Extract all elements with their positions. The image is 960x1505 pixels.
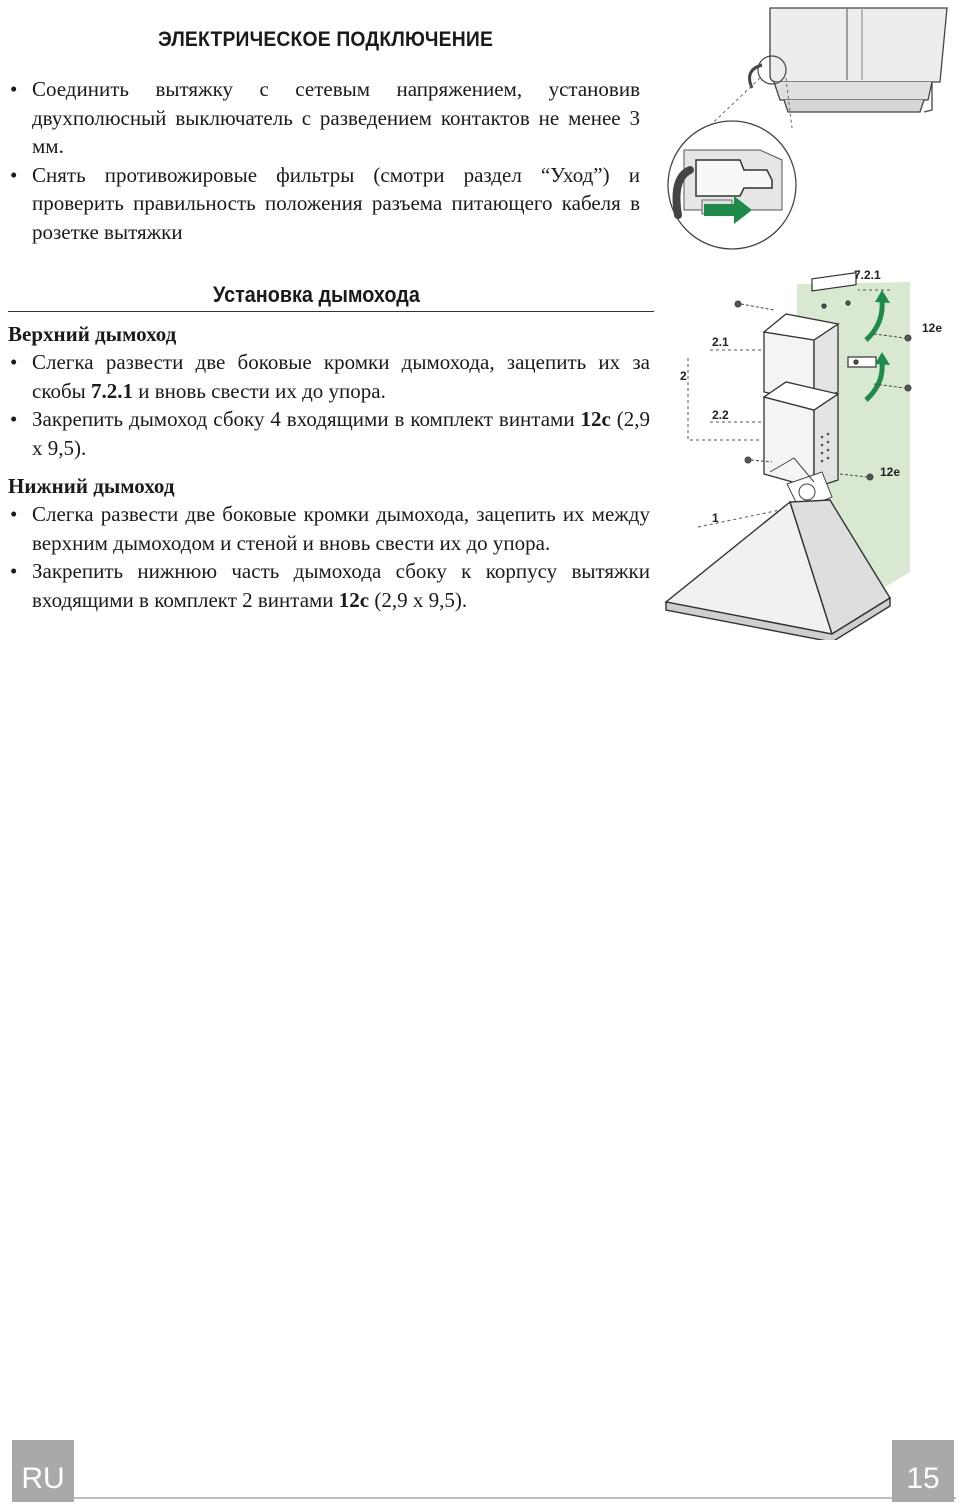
page-number: 15 [892, 1440, 954, 1502]
label-upper-chimney: 2.1 [712, 335, 729, 349]
electrical-heading: ЭЛЕКТРИЧЕСКОЕ ПОДКЛЮЧЕНИЕ [158, 28, 494, 51]
label-screw-top: 12e [922, 321, 943, 335]
electrical-item-2: • Снять противожировые фильтры (смотри раздел “Уход”) и проверить правильность положения разъема питающего кабеля в розетке вытяжки [8, 161, 640, 247]
chimney-heading-rule [8, 282, 654, 312]
footer-rule [12, 1497, 956, 1499]
language-badge: RU [12, 1440, 74, 1502]
label-bracket: 7.2.1 [854, 268, 881, 282]
lower-chimney-item-1: • Слегка развести две боковые кромки дымохода, зацепить их между верхним дымоходом и стеной и вновь свести их до упора. [8, 500, 650, 557]
chimney-text [8, 320, 650, 614]
connector-detail [668, 121, 796, 249]
lower-chimney-title: Нижний дымоход [8, 474, 175, 498]
label-lower-chimney: 2.2 [712, 408, 729, 422]
upper-chimney-item-1: • Слегка развести две боковые кромки дымохода, зацепить их за скобы 7.2.1 и вновь свести их до упора. [8, 348, 650, 405]
lower-chimney-item-2: • Закрепить нижнюю часть дымохода сбоку к корпусу вытяжки входящими в комплект 2 винтами 12c (2,9 x 9,5). [8, 557, 650, 614]
label-screw-bottom: 12e [880, 465, 901, 479]
hood-body-sketch [770, 8, 947, 112]
electrical-connection-illustration [662, 0, 954, 256]
chimney-assembly-diagram [662, 262, 954, 640]
electrical-list-container [8, 75, 640, 246]
upper-chimney-item-2: • Закрепить дымоход сбоку 4 входящими в комплект винтами 12c (2,9 x 9,5). [8, 405, 650, 462]
label-chimney: 2 [680, 369, 687, 383]
electrical-list [8, 75, 640, 246]
label-hood: 1 [712, 511, 719, 525]
chimney-heading: Установка дымохода [213, 282, 420, 307]
upper-chimney-part [764, 314, 838, 488]
upper-chimney-title: Верхний дымоход [8, 322, 177, 346]
upper-chimney-list [8, 348, 650, 462]
lower-chimney-list [8, 500, 650, 614]
electrical-item-1: • Соединить вытяжку с сетевым напряжением, установив двухполюсный выключатель с разведением контактов не менее 3 мм. [8, 75, 640, 161]
